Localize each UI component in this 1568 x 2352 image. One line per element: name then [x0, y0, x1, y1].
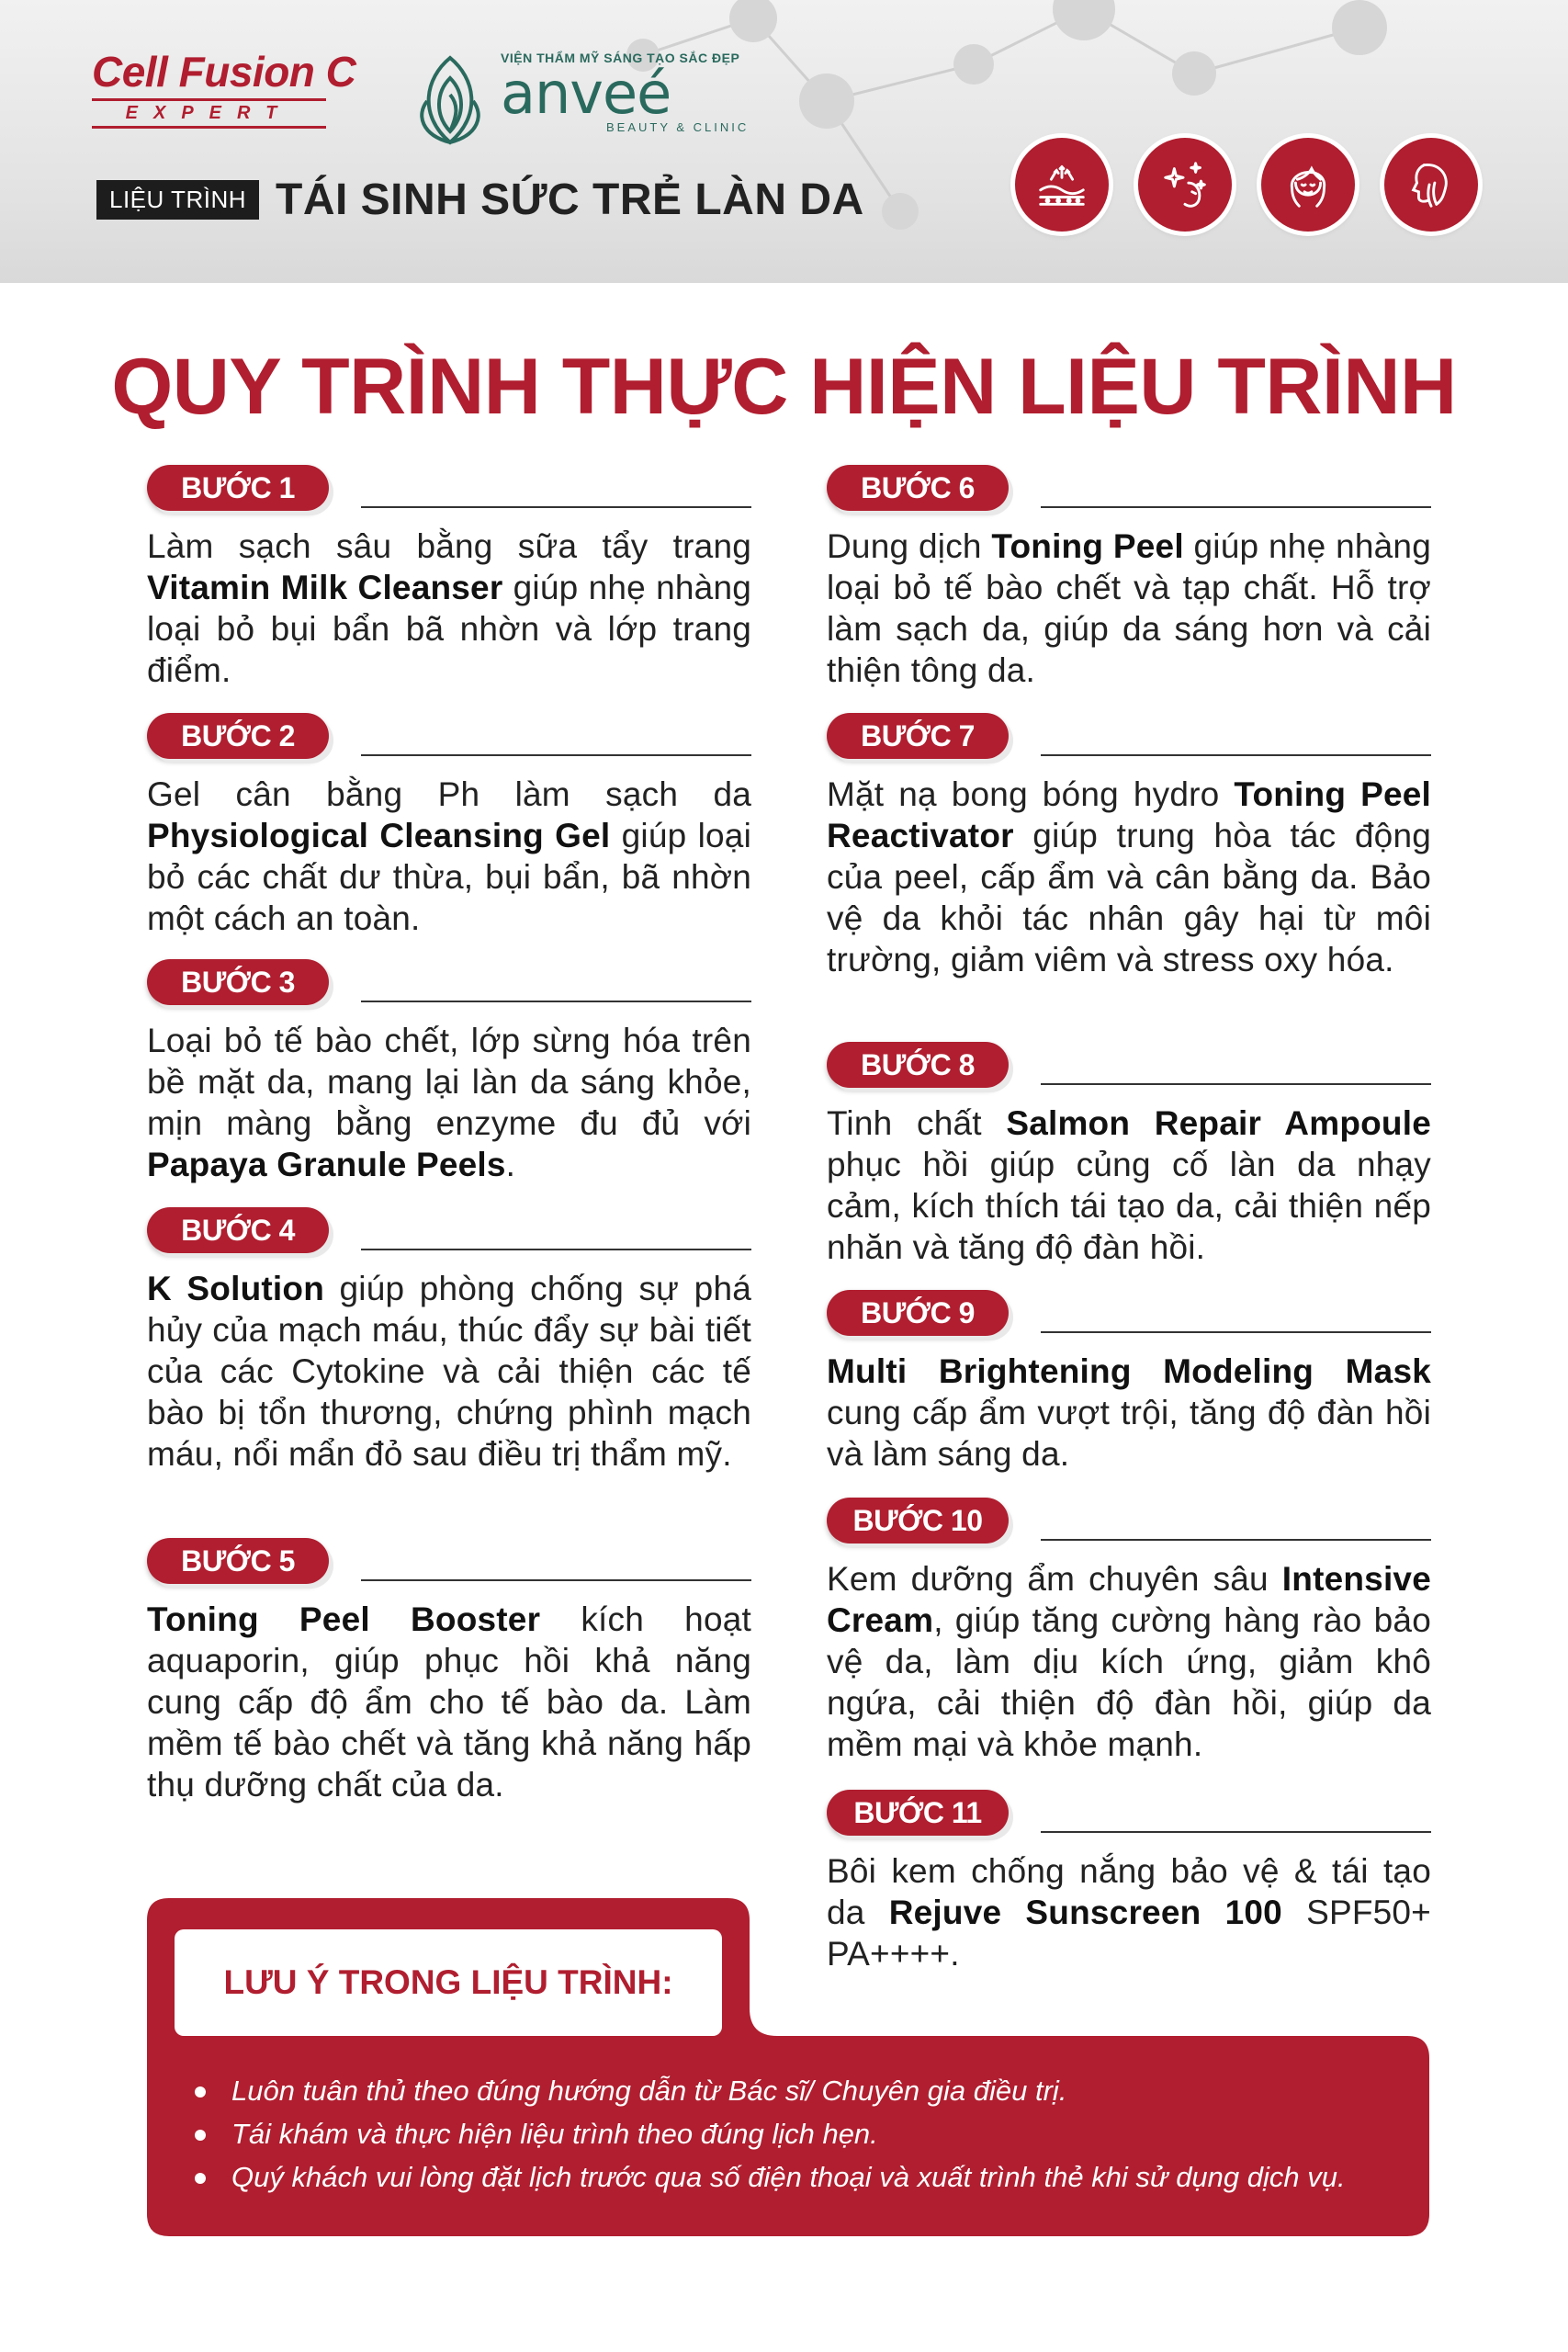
product-name: Toning Peel Booster — [147, 1600, 541, 1638]
notes-title: LƯU Ý TRONG LIỆU TRÌNH: — [175, 1929, 722, 2036]
cell-fusion-logo — [92, 48, 367, 129]
brand-name: Cell Fusion C — [92, 48, 356, 96]
step-description: Bôi kem chống nắng bảo vệ & tái tạo da Rejuve Sunscreen 100 SPF50+ PA++++. — [827, 1852, 1431, 1973]
step-badge: BƯỚC 1 — [147, 465, 329, 511]
notes-panel — [147, 1898, 1429, 2236]
note-item: Luôn tuân thủ theo đúng hướng dẫn từ Bác sĩ/ Chuyên gia điều trị. — [195, 2069, 1346, 2112]
divider — [361, 506, 751, 508]
steps-column-right — [827, 465, 1431, 1974]
face-touch-icon — [1384, 138, 1478, 232]
divider — [1041, 1083, 1431, 1085]
step-6 — [827, 465, 1431, 713]
anvee-logo — [409, 51, 750, 152]
steps-column-left — [147, 465, 751, 1805]
header — [0, 0, 1568, 283]
step-description: Làm sạch sâu bằng sữa tẩy trang Vitamin Milk Cleanser giúp nhẹ nhàng loại bỏ bụi bẩn bã nhờn và lớp trang điểm. — [147, 527, 751, 689]
program-tag: LIỆU TRÌNH — [96, 180, 259, 220]
divider — [361, 1579, 751, 1581]
product-name: Physiological Cleansing Gel — [147, 817, 611, 854]
step-description: Dung dịch Toning Peel giúp nhẹ nhàng loại bỏ tế bào chết và tạp chất. Hỗ trợ làm sạch da, giúp da sáng hơn và cải thiện tông da. — [827, 527, 1431, 689]
step-badge: BƯỚC 7 — [827, 713, 1009, 759]
step-description: Tinh chất Salmon Repair Ampoule phục hồi giúp củng cố làn da nhạy cảm, kích thích tái tạo da, cải thiện nếp nhăn và tăng độ đàn hồi. — [827, 1104, 1431, 1266]
product-name: Papaya Granule Peels — [147, 1146, 506, 1183]
note-item: Tái khám và thực hiện liệu trình theo đúng lịch hẹn. — [195, 2112, 1346, 2155]
step-4 — [147, 1207, 751, 1538]
step-description: Mặt nạ bong bóng hydro Toning Peel Reactivator giúp trung hòa tác động của peel, cấp ẩm và cân bằng da. Bảo vệ da khỏi tác nhân gây hại từ môi trường, giảm viêm và stress oxy hóa. — [827, 775, 1431, 978]
divider — [361, 1249, 751, 1250]
step-badge: BƯỚC 2 — [147, 713, 329, 759]
note-item: Quý khách vui lòng đặt lịch trước qua số điện thoại và xuất trình thẻ khi sử dụng dịch vụ. — [195, 2155, 1346, 2199]
divider — [1041, 1539, 1431, 1541]
woman-face-icon — [1261, 138, 1355, 232]
step-badge: BƯỚC 3 — [147, 959, 329, 1005]
step-description: Gel cân bằng Ph làm sạch da Physiological Cleansing Gel giúp loại bỏ các chất dư thừa, bụi bẩn, bã nhờn một cách an toàn. — [147, 775, 751, 937]
step-badge: BƯỚC 5 — [147, 1538, 329, 1584]
program-heading — [96, 175, 864, 225]
step-badge: BƯỚC 11 — [827, 1790, 1009, 1836]
product-name: Toning Peel — [991, 527, 1184, 565]
step-description: Toning Peel Booster kích hoạt aquaporin, giúp phục hồi khả năng cung cấp độ ẩm cho tế bào da. Làm mềm tế bào chết và tăng khả năng hấp thụ dưỡng chất của da. — [147, 1600, 751, 1804]
notes-list — [195, 2069, 1346, 2199]
step-10 — [827, 1498, 1431, 1790]
step-3 — [147, 959, 751, 1207]
product-name: Intensive Cream — [827, 1560, 1431, 1639]
step-8 — [827, 1042, 1431, 1290]
step-description: Multi Brightening Modeling Mask cung cấp ẩm vượt trội, tăng độ đàn hồi và làm sáng da. — [827, 1352, 1431, 1473]
product-name: Vitamin Milk Cleanser — [147, 569, 503, 606]
product-name: Salmon Repair Ampoule — [1006, 1104, 1431, 1142]
step-7 — [827, 713, 1431, 1042]
skin-layers-icon — [1015, 138, 1109, 232]
step-badge: BƯỚC 10 — [827, 1498, 1009, 1544]
program-title: TÁI SINH SỨC TRẺ LÀN DA — [276, 175, 864, 224]
product-name: Rejuve Sunscreen 100 — [888, 1894, 1282, 1931]
step-description: Kem dưỡng ẩm chuyên sâu Intensive Cream, giúp tăng cường hàng rào bảo vệ da, làm dịu kích ứng, giảm khô ngứa, cải thiện độ đàn hồi, giúp da mềm mại và khỏe mạnh. — [827, 1560, 1431, 1763]
brand-subtitle: EXPERT — [92, 98, 326, 129]
lotus-icon — [409, 51, 491, 152]
divider — [1041, 754, 1431, 756]
product-name: Multi Brightening Modeling Mask — [827, 1352, 1431, 1390]
step-9 — [827, 1290, 1431, 1498]
sparkle-face-icon — [1138, 138, 1232, 232]
step-description: Loại bỏ tế bào chết, lớp sừng hóa trên bề mặt da, mang lại làn da sáng khỏe, mịn màng bằng enzyme đu đủ với Papaya Granule Peels. — [147, 1022, 751, 1183]
divider — [1041, 1831, 1431, 1833]
anvee-name: anveé — [501, 60, 671, 127]
step-5 — [147, 1538, 751, 1805]
divider — [361, 754, 751, 756]
step-1 — [147, 465, 751, 713]
anvee-tagline: VIỆN THẨM MỸ SÁNG TẠO SẮC ĐẸP — [501, 51, 740, 65]
step-badge: BƯỚC 6 — [827, 465, 1009, 511]
divider — [1041, 1331, 1431, 1333]
step-2 — [147, 713, 751, 959]
divider — [1041, 506, 1431, 508]
feature-icons — [1015, 138, 1478, 232]
step-badge: BƯỚC 9 — [827, 1290, 1009, 1336]
page-title: QUY TRÌNH THỰC HIỆN LIỆU TRÌNH — [111, 343, 1457, 431]
step-description: K Solution giúp phòng chống sự phá hủy của mạch máu, thúc đẩy sự bài tiết của các Cytokine và cải thiện các tế bào bị tổn thương, chứng phình mạch máu, nổi mẩn đỏ sau điều trị thẩm mỹ. — [147, 1270, 751, 1473]
divider — [361, 1001, 751, 1002]
step-badge: BƯỚC 4 — [147, 1207, 329, 1253]
anvee-subtitle: BEAUTY & CLINIC — [606, 120, 750, 134]
product-name: K Solution — [147, 1270, 324, 1307]
step-badge: BƯỚC 8 — [827, 1042, 1009, 1088]
product-name: Toning Peel Reactivator — [827, 775, 1431, 854]
